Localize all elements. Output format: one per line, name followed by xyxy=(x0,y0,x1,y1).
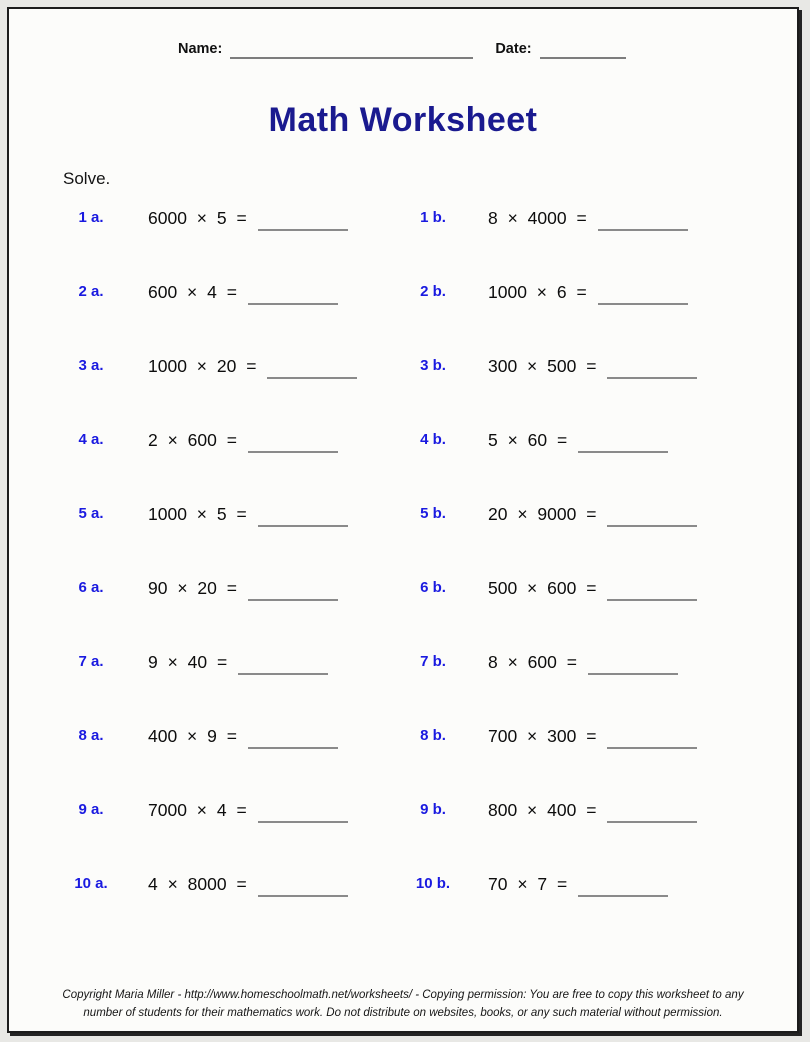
problem-9b xyxy=(403,798,697,823)
problem-number: 10 a. xyxy=(74,875,108,892)
problem-number: 4 b. xyxy=(420,431,446,448)
problem-6a xyxy=(61,576,338,601)
problem-expression: 9 × 40 = xyxy=(148,652,228,672)
answer-blank[interactable] xyxy=(588,650,678,675)
problem-row-2 xyxy=(9,280,797,354)
answer-blank[interactable] xyxy=(578,428,668,453)
problem-number: 6 a. xyxy=(78,579,104,596)
problem-number: 8 b. xyxy=(420,727,446,744)
problem-10a xyxy=(61,872,348,897)
date-write-line[interactable] xyxy=(540,39,626,59)
problem-number: 7 b. xyxy=(420,653,446,670)
problem-expression: 90 × 20 = xyxy=(148,578,237,598)
problem-row-5 xyxy=(9,502,797,576)
problem-number: 1 a. xyxy=(78,209,104,226)
problem-number: 5 b. xyxy=(420,505,446,522)
problem-expression: 1000 × 5 = xyxy=(148,504,247,524)
problem-number: 10 b. xyxy=(415,875,451,892)
problem-expression: 20 × 9000 = xyxy=(488,504,597,524)
problem-9a xyxy=(61,798,348,823)
problem-number: 6 b. xyxy=(420,579,446,596)
answer-blank[interactable] xyxy=(607,724,697,749)
name-write-line[interactable] xyxy=(230,39,473,59)
problem-8a xyxy=(61,724,338,749)
name-label: Name: xyxy=(178,41,223,57)
problem-expression: 400 × 9 = xyxy=(148,726,237,746)
problem-2a xyxy=(61,280,338,305)
problem-7a xyxy=(61,650,328,675)
problem-expression: 70 × 7 = xyxy=(488,874,568,894)
problem-4b xyxy=(403,428,668,453)
problem-number: 5 a. xyxy=(78,505,104,522)
problem-number: 2 b. xyxy=(420,283,446,300)
answer-blank[interactable] xyxy=(248,724,338,749)
answer-blank[interactable] xyxy=(607,502,697,527)
problem-number: 4 a. xyxy=(78,431,104,448)
problem-row-9 xyxy=(9,798,797,872)
problem-expression: 4 × 8000 = xyxy=(148,874,247,894)
answer-blank[interactable] xyxy=(238,650,328,675)
problem-expression: 300 × 500 = xyxy=(488,356,597,376)
header-row xyxy=(178,37,626,59)
answer-blank[interactable] xyxy=(258,798,348,823)
problem-row-6 xyxy=(9,576,797,650)
problem-number: 9 b. xyxy=(420,801,446,818)
answer-blank[interactable] xyxy=(248,280,338,305)
problem-10b xyxy=(403,872,668,897)
problem-expression: 5 × 60 = xyxy=(488,430,568,450)
problem-expression: 500 × 600 = xyxy=(488,578,597,598)
problem-number: 1 b. xyxy=(420,209,446,226)
problem-7b xyxy=(403,650,678,675)
problem-row-1 xyxy=(9,206,797,280)
copyright-line-1: Copyright Maria Miller - http://www.homeschoolmath.net/worksheets/ - Copying permission: You are free to copy this worksheet to any xyxy=(62,989,744,1001)
answer-blank[interactable] xyxy=(258,872,348,897)
answer-blank[interactable] xyxy=(248,428,338,453)
problem-expression: 6000 × 5 = xyxy=(148,208,247,228)
problem-expression: 800 × 400 = xyxy=(488,800,597,820)
page-title: Math Worksheet xyxy=(268,101,538,139)
problem-1a xyxy=(61,206,348,231)
problem-row-7 xyxy=(9,650,797,724)
answer-blank[interactable] xyxy=(607,576,697,601)
problem-5a xyxy=(61,502,348,527)
problem-row-4 xyxy=(9,428,797,502)
problem-number: 7 a. xyxy=(78,653,104,670)
problem-number: 9 a. xyxy=(78,801,104,818)
answer-blank[interactable] xyxy=(598,206,688,231)
problem-expression: 7000 × 4 = xyxy=(148,800,247,820)
problem-6b xyxy=(403,576,697,601)
answer-blank[interactable] xyxy=(578,872,668,897)
problem-expression: 1000 × 20 = xyxy=(148,356,257,376)
problem-row-3 xyxy=(9,354,797,428)
problem-8b xyxy=(403,724,697,749)
answer-blank[interactable] xyxy=(267,354,357,379)
problem-number: 3 a. xyxy=(78,357,104,374)
date-label: Date: xyxy=(495,41,532,57)
problem-expression: 8 × 600 = xyxy=(488,652,577,672)
problem-2b xyxy=(403,280,688,305)
problem-number: 3 b. xyxy=(420,357,446,374)
problem-expression: 2 × 600 = xyxy=(148,430,237,450)
problem-5b xyxy=(403,502,697,527)
problem-expression: 600 × 4 = xyxy=(148,282,237,302)
problem-4a xyxy=(61,428,338,453)
problem-3b xyxy=(403,354,697,379)
problem-row-10 xyxy=(9,872,797,946)
problem-1b xyxy=(403,206,688,231)
copyright-line-2: number of students for their mathematics work. Do not distribute on websites, books, or any such material without permission. xyxy=(83,1007,723,1019)
answer-blank[interactable] xyxy=(598,280,688,305)
answer-blank[interactable] xyxy=(258,206,348,231)
problem-number: 8 a. xyxy=(78,727,104,744)
problems-list xyxy=(9,206,797,946)
problem-expression: 8 × 4000 = xyxy=(488,208,587,228)
problem-number: 2 a. xyxy=(78,283,104,300)
instruction-text: Solve. xyxy=(63,169,111,188)
answer-blank[interactable] xyxy=(248,576,338,601)
worksheet-page xyxy=(7,7,799,1033)
copyright-footer xyxy=(9,986,797,1022)
problem-3a xyxy=(61,354,357,379)
answer-blank[interactable] xyxy=(258,502,348,527)
problem-row-8 xyxy=(9,724,797,798)
problem-expression: 700 × 300 = xyxy=(488,726,597,746)
answer-blank[interactable] xyxy=(607,798,697,823)
answer-blank[interactable] xyxy=(607,354,697,379)
problem-expression: 1000 × 6 = xyxy=(488,282,587,302)
